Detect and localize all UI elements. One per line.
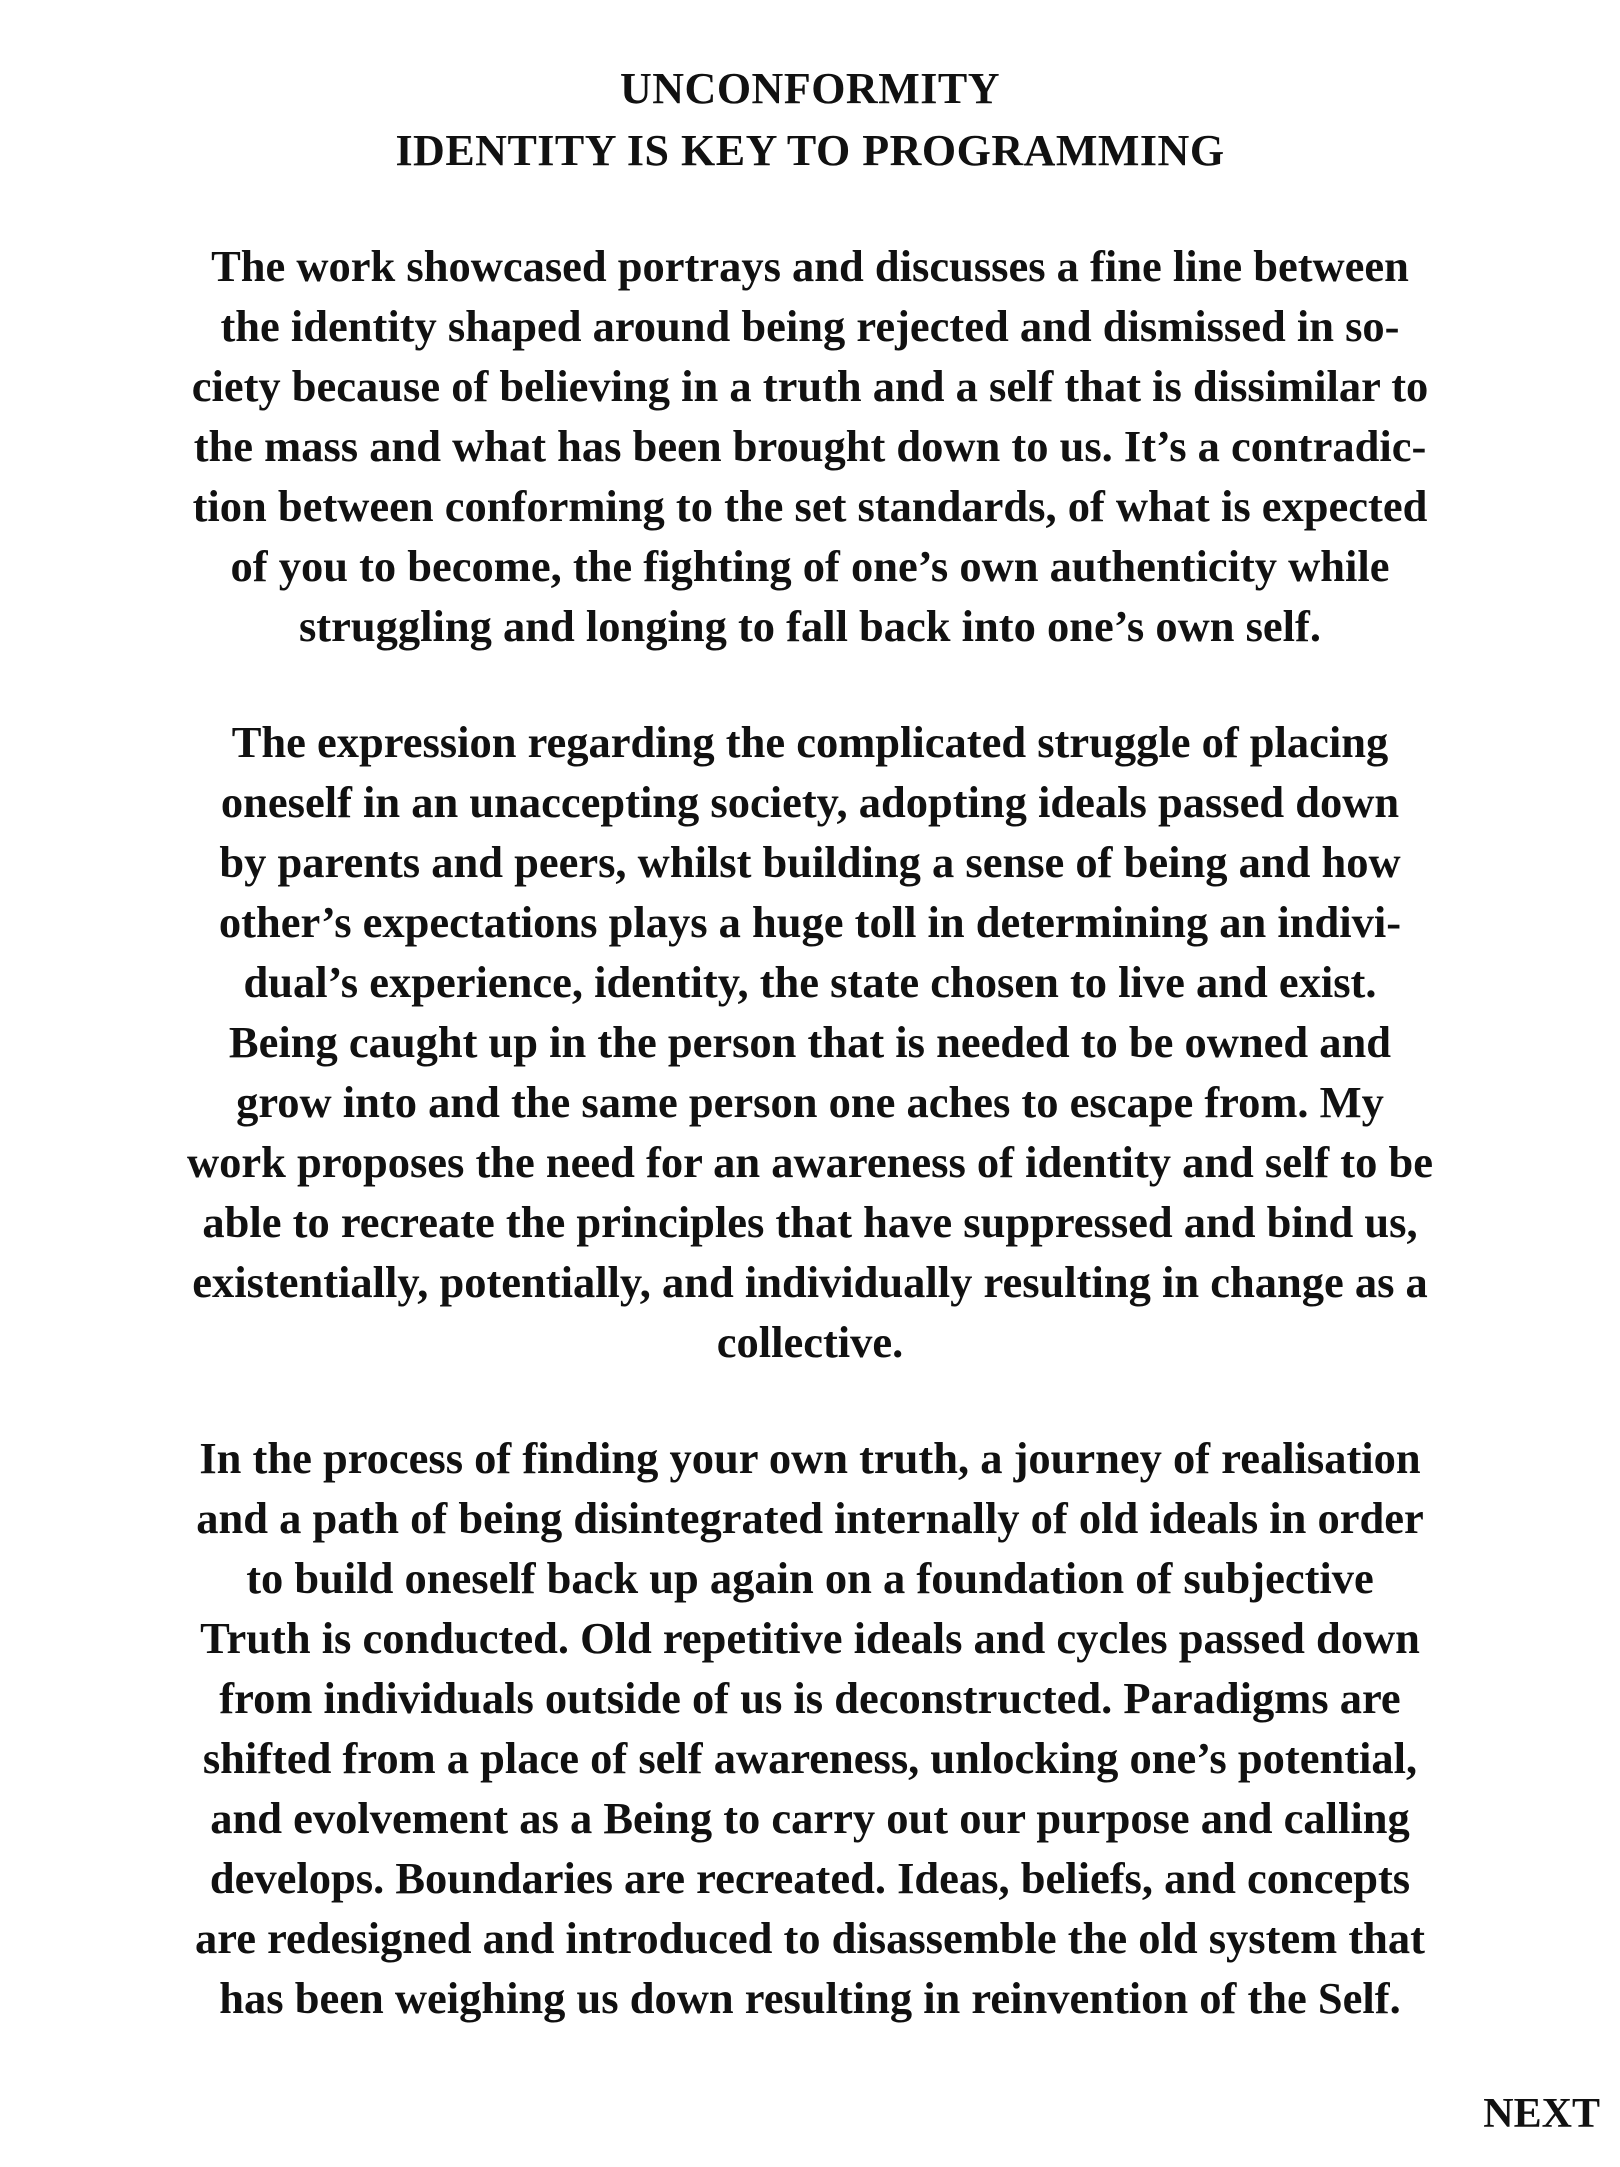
paragraph-2 bbox=[130, 712, 1490, 1372]
paragraph-line: the identity shaped around being rejected and dismissed in so- bbox=[220, 301, 1400, 351]
paragraph-line: ciety because of believing in a truth and a self that is dissimilar to bbox=[191, 361, 1429, 411]
paragraph-1 bbox=[130, 236, 1490, 656]
paragraph-line: are redesigned and introduced to disassemble the old system that bbox=[195, 1913, 1425, 1963]
paragraph-line: Being caught up in the person that is needed to be owned and bbox=[228, 1017, 1392, 1067]
paragraph-3 bbox=[130, 1428, 1490, 2028]
title-block bbox=[0, 58, 1620, 182]
paragraph-line: able to recreate the principles that have suppressed and bind us, bbox=[202, 1197, 1418, 1247]
paragraph-line: the mass and what has been brought down to us. It’s a contradic- bbox=[193, 421, 1427, 471]
paragraph-line: of you to become, the fighting of one’s own authenticity while bbox=[230, 541, 1390, 591]
paragraph-line: grow into and the same person one aches to escape from. My bbox=[236, 1077, 1384, 1127]
paragraph-line: The expression regarding the complicated struggle of placing bbox=[231, 717, 1389, 767]
paragraph-line: from individuals outside of us is deconstructed. Paradigms are bbox=[219, 1673, 1401, 1723]
paragraph-line: struggling and longing to fall back into one’s own self. bbox=[298, 601, 1321, 651]
paragraph-line: has been weighing us down resulting in reinvention of the Self. bbox=[219, 1973, 1401, 2023]
page-title: UNCONFORMITY bbox=[620, 64, 1000, 113]
paragraph-line: develops. Boundaries are recreated. Ideas, beliefs, and concepts bbox=[209, 1853, 1411, 1903]
next-link[interactable]: NEXT bbox=[1483, 2091, 1600, 2137]
paragraph-line: tion between conforming to the set standards, of what is expected bbox=[192, 481, 1428, 531]
paragraph-line: In the process of finding your own truth, a journey of realisation bbox=[199, 1433, 1421, 1483]
paragraph-line: work proposes the need for an awareness of identity and self to be bbox=[186, 1137, 1434, 1187]
paragraph-line: and evolvement as a Being to carry out our purpose and calling bbox=[210, 1793, 1410, 1843]
paragraph-line: to build oneself back up again on a foundation of subjective bbox=[246, 1553, 1374, 1603]
paragraph-line: shifted from a place of self awareness, unlocking one’s potential, bbox=[202, 1733, 1418, 1783]
paragraph-line: by parents and peers, whilst building a sense of being and how bbox=[219, 837, 1401, 887]
paragraph-line: existentially, potentially, and individually resulting in change as a bbox=[192, 1257, 1428, 1307]
paragraph-line: Truth is conducted. Old repetitive ideals and cycles passed down bbox=[200, 1613, 1420, 1663]
paragraph-line: oneself in an unaccepting society, adopting ideals passed down bbox=[220, 777, 1400, 827]
page-subtitle: IDENTITY IS KEY TO PROGRAMMING bbox=[395, 126, 1225, 175]
paragraph-line: The work showcased portrays and discusses a fine line between bbox=[211, 241, 1409, 291]
paragraph-line: other’s expectations plays a huge toll in determining an indivi- bbox=[218, 897, 1402, 947]
paragraph-line: collective. bbox=[716, 1317, 904, 1367]
paragraph-line: and a path of being disintegrated internally of old ideals in order bbox=[196, 1493, 1424, 1543]
paragraph-line: dual’s experience, identity, the state chosen to live and exist. bbox=[243, 957, 1377, 1007]
